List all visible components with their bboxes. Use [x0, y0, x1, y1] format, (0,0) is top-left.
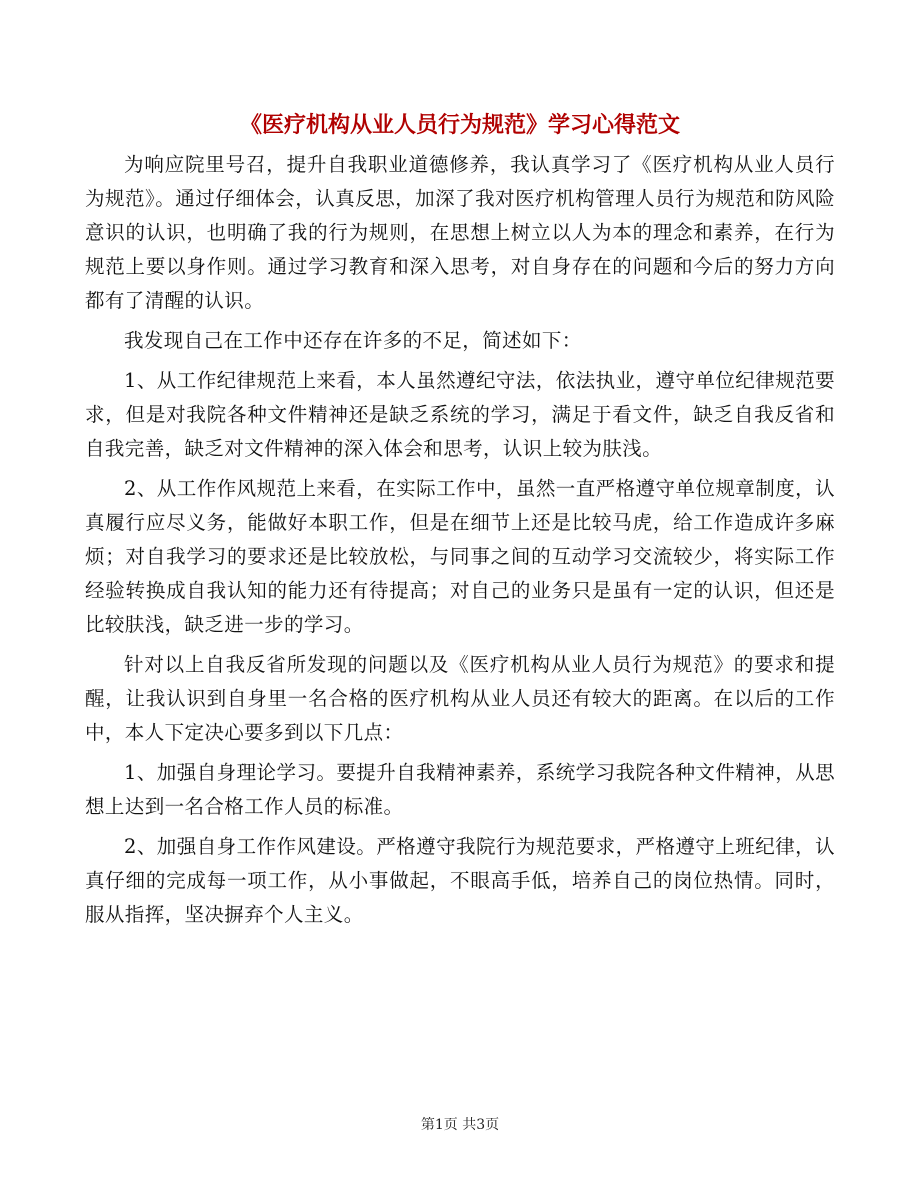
paragraph-intro: 为响应院里号召，提升自我职业道德修养，我认真学习了《医疗机构从业人员行为规范》。通过仔细体会，认真反思，加深了我对医疗机构管理人员行为规范和防风险意识的认识，也明确了我的行为规则，在思想上树立以人为本的理念和素养，在行为规范上要以身作则。通过学习教育和深入思考，对自身存在的问题和今后的努力方向都有了清醒的认识。	[85, 153, 835, 312]
document-body	[85, 148, 835, 938]
paragraph-measure-1: 1、加强自身理论学习。要提升自我精神素养，系统学习我院各种文件精神，从思想上达到一名合格工作人员的标准。	[85, 761, 835, 818]
paragraph-point-1: 1、从工作纪律规范上来看，本人虽然遵纪守法，依法执业，遵守单位纪律规范要求，但是对我院各种文件精神还是缺乏系统的学习，满足于看文件，缺乏自我反省和自我完善，缺乏对文件精神的深入体会和思考，认识上较为肤浅。	[85, 369, 835, 460]
paragraph-measure-2: 2、加强自身工作作风建设。严格遵守我院行为规范要求，严格遵守上班纪律，认真仔细的完成每一项工作，从小事做起，不眼高手低，培养自己的岗位热情。同时，服从指挥，坚决摒弃个人主义。	[85, 835, 835, 926]
paragraph-resolution-lead: 针对以上自我反省所发现的问题以及《医疗机构从业人员行为规范》的要求和提醒，让我认识到自身里一名合格的医疗机构从业人员还有较大的距离。在以后的工作中，本人下定决心要多到以下几点：	[85, 653, 835, 744]
paragraph-shortcomings-lead: 我发现自己在工作中还存在许多的不足，简述如下：	[124, 329, 582, 352]
document-title: 《医疗机构从业人员行为规范》学习心得范文	[239, 113, 680, 138]
paragraph-point-2: 2、从工作作风规范上来看，在实际工作中，虽然一直严格遵守单位规章制度，认真履行应尽义务，能做好本职工作，但是在细节上还是比较马虎，给工作造成许多麻烦；对自我学习的要求还是比较放松，与同事之间的互动学习交流较少，将实际工作经验转换成自我认知的能力还有待提高；对自己的业务只是虽有一定的认识，但还是比较肤浅，缺乏进一步的学习。	[85, 477, 835, 636]
page-number-footer: 第1页 共3页	[420, 1117, 500, 1133]
